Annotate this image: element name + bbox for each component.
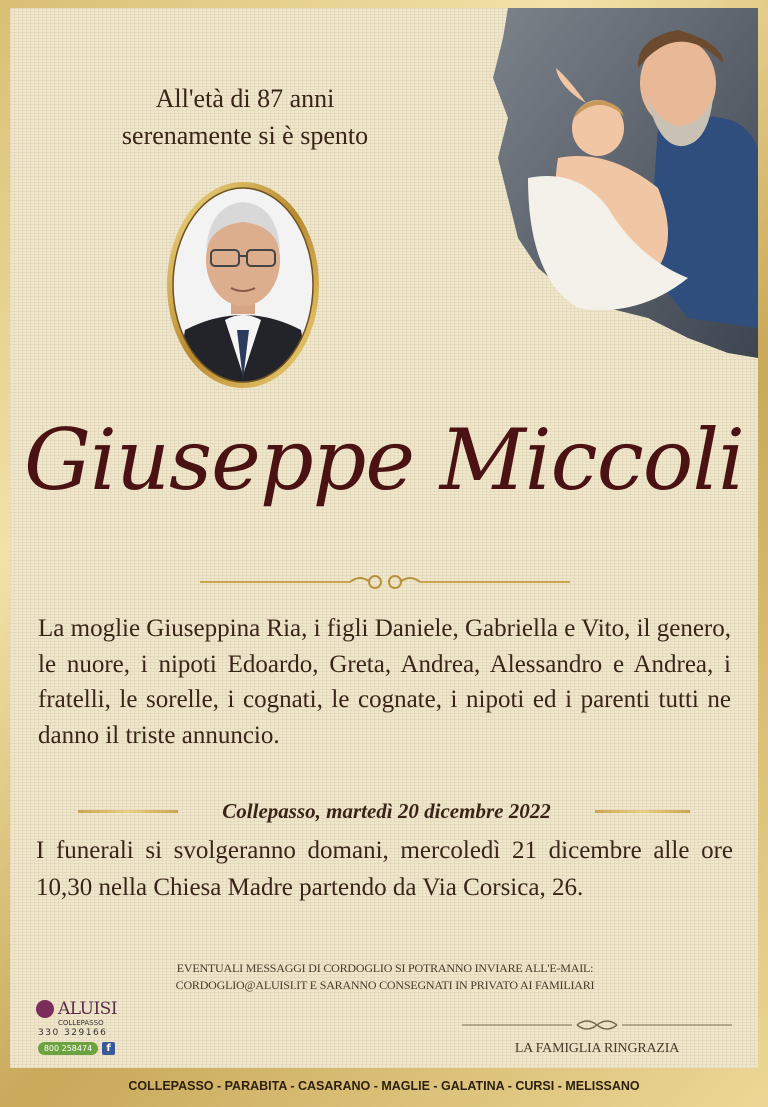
funeral-text: I funerali si svolgeranno domani, mercoledì 21 dicembre alle ore 10,30 nella Chiesa Madre partendo da Via Corsica, 26. xyxy=(36,837,733,901)
announcement-text: La moglie Giuseppina Ria, i figli Daniele, Gabriella e Vito, il genero, le nuore, i nipoti Edoardo, Greta, Andrea, Alessandro e Andrea, i fratelli, le sorelle, i cognati, le cognate, i nipoti ed i parenti tutti ne danno il triste annuncio. xyxy=(38,615,731,749)
funeral-home-logo xyxy=(36,997,136,1059)
age-line-2: serenamente si è spento xyxy=(121,121,369,150)
condolences-line-2: CORDOGLIO@ALUISI.IT E SARANNO CONSEGNATI IN PRIVATO AI FAMILIARI xyxy=(175,978,595,992)
green-number-badge: 800 258474 xyxy=(38,1042,98,1055)
place-date-line xyxy=(78,796,690,826)
condolences-line-1: EVENTUALI MESSAGGI DI CORDOGLIO SI POTRANNO INVIARE ALL'E-MAIL: xyxy=(176,961,594,975)
place-date: Collepasso, martedì 20 dicembre 2022 xyxy=(222,799,551,823)
logo-city: COLLEPASSO xyxy=(58,1019,104,1027)
thanks-ornament xyxy=(462,1016,732,1034)
logo-brand: ALUISI xyxy=(58,999,118,1019)
ornament-divider xyxy=(200,570,570,594)
saint-joseph-painting xyxy=(488,8,758,358)
gold-rule-right xyxy=(595,810,690,813)
footer-towns: COLLEPASSO - PARABITA - CASARANO - MAGLIE - GALATINA - CURSI - MELISSANO xyxy=(128,1079,640,1093)
gold-rule-left xyxy=(78,810,178,813)
condolences-note xyxy=(120,960,650,994)
logo-mark-icon xyxy=(36,1000,54,1018)
age-text xyxy=(60,80,430,154)
age-line-1: All'età di 87 anni xyxy=(155,84,335,113)
deceased-name: Giuseppe Miccoli xyxy=(23,411,745,509)
logo-phone: 330 329166 xyxy=(38,1028,108,1038)
facebook-icon: f xyxy=(102,1042,115,1055)
family-thanks: LA FAMIGLIA RINGRAZIA xyxy=(514,1041,680,1056)
